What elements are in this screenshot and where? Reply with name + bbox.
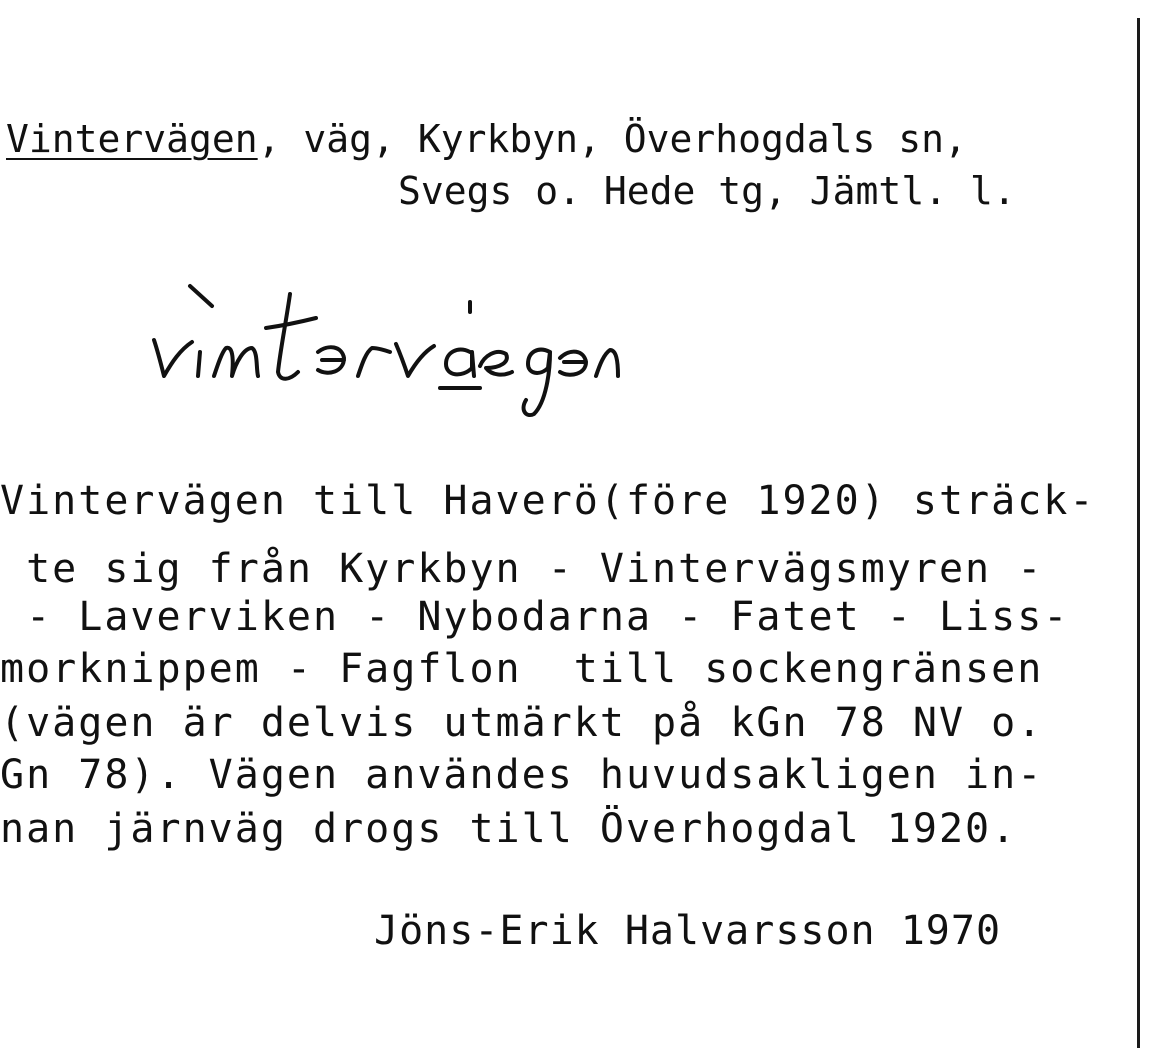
heading-rest: , väg, Kyrkbyn, Överhogdals sn,: [257, 117, 967, 161]
body-line-5: (vägen är delvis utmärkt på kGn 78 NV o.: [0, 700, 1044, 746]
body-line-3: - Laverviken - Nybodarna - Fatet - Liss-: [0, 594, 1070, 640]
place-name: Vintervägen: [6, 117, 258, 161]
body-line-7: nan järnväg drogs till Överhogdal 1920.: [0, 806, 1018, 852]
signature-line: Jöns-Erik Halvarsson 1970: [374, 908, 1002, 954]
body-line-6: Gn 78). Vägen användes huvudsakligen in-: [0, 752, 1044, 798]
body-line-2: te sig från Kyrkbyn - Vintervägsmyren -: [0, 546, 1044, 592]
heading-line-1: [6, 117, 967, 161]
card-edge-line: [1137, 18, 1140, 1048]
heading-line-2: Svegs o. Hede tg, Jämtl. l.: [398, 169, 1016, 213]
body-line-4: morknippem - Fagflon till sockengränsen: [0, 646, 1044, 692]
body-line-1: Vintervägen till Haverö(före 1920) sträck-: [0, 478, 1096, 524]
handwritten-pronunciation: [140, 272, 660, 432]
